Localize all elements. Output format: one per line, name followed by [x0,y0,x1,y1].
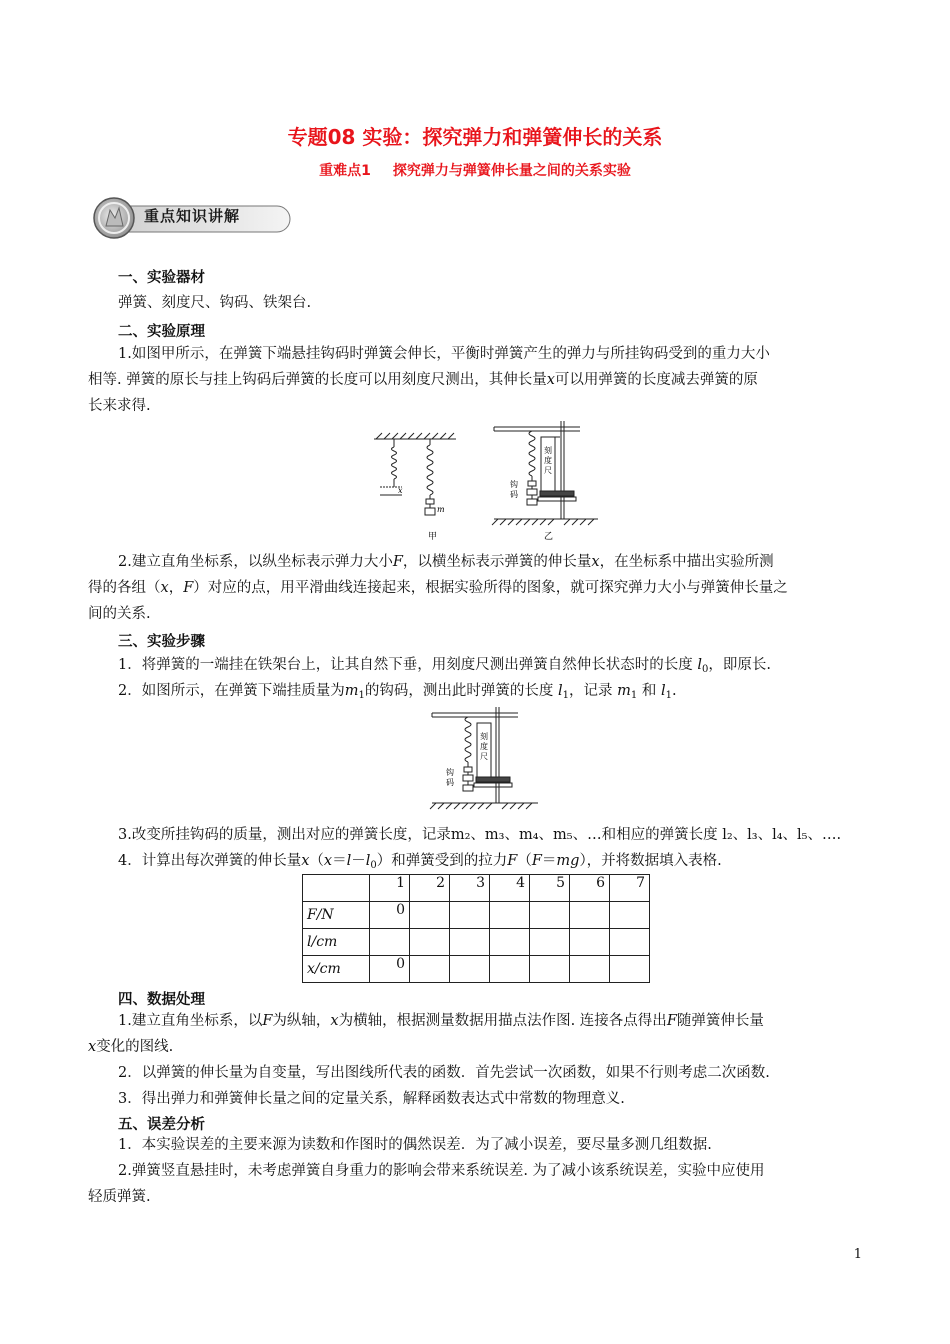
table-cell [303,875,370,902]
table-cell: 5 [530,875,570,902]
table-cell: 0 [370,956,410,983]
fig1-label-x: x [398,486,403,495]
principle-2-line-1: 2.建立直角坐标系，以纵坐标表示弹力大小F，以横坐标表示弹簧的伸长量x，在坐标系中描出实验所测 [118,554,774,570]
processing-paragraph-2: 2．以弹簧的伸长量为自变量，写出图线所代表的函数．首先尝试一次函数，如果不行则考虑二次函数. [118,1065,770,1081]
table-cell: 1 [370,875,410,902]
error-paragraph-1: 1．本实验误差的主要来源为读数和作图时的偶然误差．为了减小误差，要尽量多测几组数据. [118,1137,712,1153]
principle-2-line-3: 间的关系. [88,606,151,622]
step-2: 2．如图所示，在弹簧下端挂质量为$m_1$的钩码，测出此时弹簧的长度 $l_1$，记录 $m_1$ 和 $l_1$. [118,683,677,701]
table-cell [370,929,410,956]
table-cell [610,929,650,956]
table-row [303,929,650,956]
table-row [303,956,650,983]
fig1-gouma-char-1: 钩 [510,480,518,489]
floor-hatch [492,519,594,525]
principle-paragraph-2 [88,549,868,627]
page-title: 专题08 实验：探究弹力和弹簧伸长的关系 [287,125,663,149]
table-row-label: l/cm [303,929,370,956]
subtitle-key-point: 重难点1 [319,163,371,179]
fig2-gouma-char-2: 码 [446,778,454,787]
table-cell [490,902,530,929]
principle-line-1: 1.如图甲所示，在弹簧下端悬挂钩码时弹簧会伸长，平衡时弹簧产生的弹力与所挂钩码受到的重力大小 [118,346,770,362]
principle-line-3: 长来求得. [88,398,151,414]
table-row-label: x/cm [303,956,370,983]
processing-1-line-2: x变化的图线. [88,1039,174,1055]
page-subtitle [0,160,950,180]
table-cell: 0 [370,902,410,929]
fig2-ruler-char-3: 尺 [480,752,488,761]
table-cell [450,956,490,983]
table-cell [610,956,650,983]
processing-paragraph-1 [88,1008,868,1060]
table-cell: 4 [490,875,530,902]
error-paragraph-2 [88,1158,868,1210]
heading-steps: 三、实验步骤 [118,634,205,650]
fig1-ruler-char-3: 尺 [544,466,552,475]
error-2-line-1: 2.弹簧竖直悬挂时，未考虑弹簧自身重力的影响会带来系统误差. 为了减小该系统误差，实验中应使用 [118,1163,765,1179]
table-row-label: F/N [303,902,370,929]
principle-line-2: 相等. 弹簧的原长与挂上钩码后弹簧的长度可以用刻度尺测出，其伸长量x可以用弹簧的长度减去弹簧的原 [88,372,758,388]
table-cell [450,929,490,956]
table-cell [530,956,570,983]
data-table [302,874,650,983]
principle-paragraph-1 [88,341,868,419]
table-cell [530,902,570,929]
fig2-ruler-char-1: 刻 [480,732,488,741]
step-3: 3.改变所挂钩码的质量，测出对应的弹簧长度，记录m₂、m₃、m₄、m₅、…和相应的弹簧长度 l₂、l₃、l₄、l₅、…. [118,827,842,843]
table-cell: 2 [410,875,450,902]
step-4: 4．计算出每次弹簧的伸长量$x(x=l-l_0)$和弹簧受到的拉力F（F＝mg），并将数据填入表格. [118,853,722,871]
table-cell [410,956,450,983]
fig1-gouma-char-2: 码 [510,490,518,499]
banner-label: 重点知识讲解 [144,207,241,225]
heading-error-analysis: 五、误差分析 [118,1117,205,1133]
fig2-ruler-char-2: 度 [480,742,488,751]
table-cell [610,902,650,929]
processing-1-line-1: 1.建立直角坐标系，以F为纵轴，x为横轴，根据测量数据用描点法作图. 连接各点得出F随弹簧伸长量 [118,1013,764,1029]
table-cell [570,956,610,983]
step-1: 1．将弹簧的一端挂在铁架台上，让其自然下垂，用刻度尺测出弹簧自然伸长状态时的长度 $l_0$，即原长. [118,657,771,675]
table-cell [410,902,450,929]
figure-apparatus [428,705,558,815]
fig2-floor-hatch [430,803,532,809]
fig1-ruler-char-1: 刻 [544,446,552,455]
equipment-text: 弹簧、刻度尺、钩码、铁架台. [118,295,312,311]
table-cell [490,929,530,956]
processing-paragraph-3: 3．得出弹力和弹簧伸长量之间的定量关系，解释函数表达式中常数的物理意义. [118,1091,625,1107]
table-cell [450,902,490,929]
page-number: 1 [853,1247,862,1262]
table-cell: 7 [610,875,650,902]
fig1-label-jia: 甲 [428,532,438,542]
heading-principle: 二、实验原理 [118,324,205,340]
table-cell [570,929,610,956]
figure-jia-yi [370,415,620,545]
fig1-ruler-char-2: 度 [544,456,552,465]
principle-2-line-2: 得的各组（x，F）对应的点，用平滑曲线连接起来，根据实验所得的图象，就可探究弹力大小与弹簧伸长量之 [88,580,788,596]
error-2-line-2: 轻质弹簧. [88,1189,151,1205]
heading-equipment: 一、实验器材 [118,270,205,286]
fig1-label-m: m [437,505,445,514]
table-cell: 3 [450,875,490,902]
fig2-gouma-char-1: 钩 [446,768,454,777]
table-row [303,902,650,929]
table-cell [410,929,450,956]
heading-data-processing: 四、数据处理 [118,992,205,1008]
table-cell: 6 [570,875,610,902]
table-cell [570,902,610,929]
subtitle-topic: 探究弹力与弹簧伸长量之间的关系实验 [392,163,631,179]
ceiling-hatch [376,433,454,439]
table-cell [490,956,530,983]
fig1-label-yi: 乙 [544,532,554,542]
table-cell [530,929,570,956]
table-header-row [303,875,650,902]
